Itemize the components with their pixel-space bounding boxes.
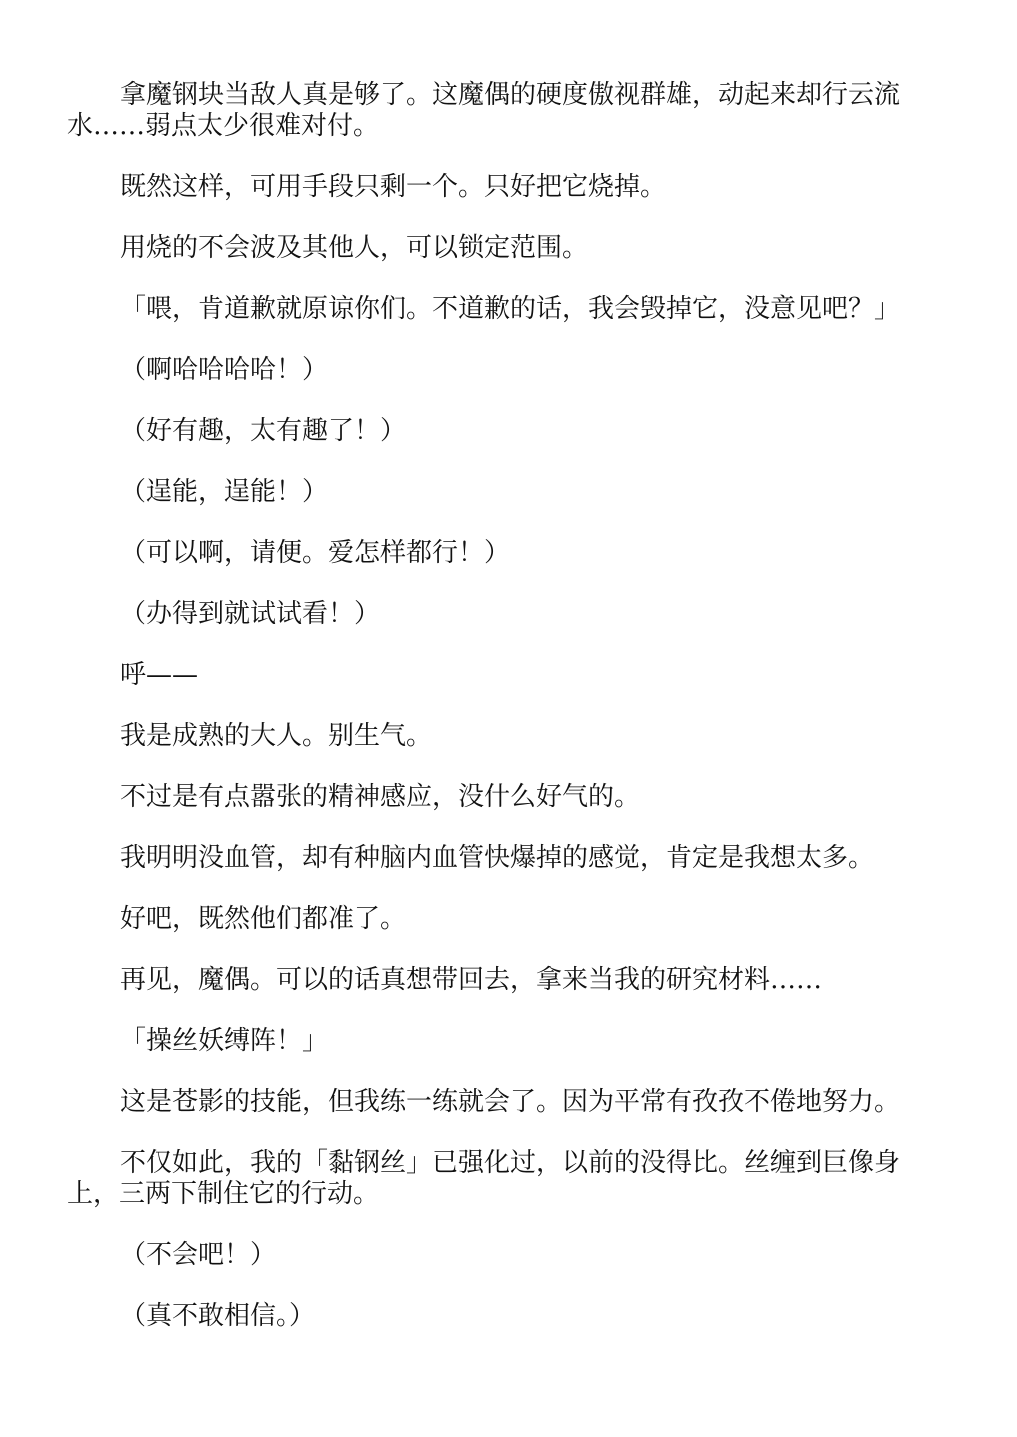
paragraph-20: （真不敢相信。）: [120, 1301, 316, 1331]
paragraph-10: 呼——: [120, 660, 199, 690]
paragraph-11: 我是成熟的大人。别生气。: [120, 721, 433, 751]
paragraph-13: 我明明没血管，却有种脑内血管快爆掉的感觉，肯定是我想太多。: [120, 843, 875, 873]
paragraph-3: 用烧的不会波及其他人，可以锁定范围。: [120, 233, 589, 263]
paragraph-16: 「操丝妖缚阵！」: [120, 1026, 329, 1056]
paragraph-6: （好有趣，太有趣了！）: [120, 416, 407, 446]
paragraph-2: 既然这样，可用手段只剩一个。只好把它烧掉。: [120, 172, 667, 202]
paragraph-19: （不会吧！）: [120, 1240, 277, 1270]
paragraph-4: 「喂，肯道歉就原谅你们。不道歉的话，我会毁掉它，没意见吧？」: [120, 294, 901, 324]
paragraph-8: （可以啊，请便。爱怎样都行！）: [120, 538, 511, 568]
paragraph-7: （逞能，逞能！）: [120, 477, 329, 507]
paragraph-9: （办得到就试试看！）: [120, 599, 381, 629]
paragraph-18: 不仅如此，我的「黏钢丝」已强化过，以前的没得比。丝缠到巨像身上，三两下制住它的行动。: [67, 1148, 901, 1209]
paragraph-17: 这是苍影的技能，但我练一练就会了。因为平常有孜孜不倦地努力。: [120, 1087, 901, 1117]
document-body: [67, 80, 927, 1362]
paragraph-12: 不过是有点嚣张的精神感应，没什么好气的。: [120, 782, 641, 812]
paragraph-5: （啊哈哈哈哈！）: [120, 355, 329, 385]
paragraph-15: 再见，魔偶。可以的话真想带回去，拿来当我的研究材料……: [120, 965, 823, 995]
paragraph-14: 好吧，既然他们都准了。: [120, 904, 407, 934]
paragraph-1: 拿魔钢块当敌人真是够了。这魔偶的硬度傲视群雄，动起来却行云流水……弱点太少很难对付。: [67, 80, 901, 141]
